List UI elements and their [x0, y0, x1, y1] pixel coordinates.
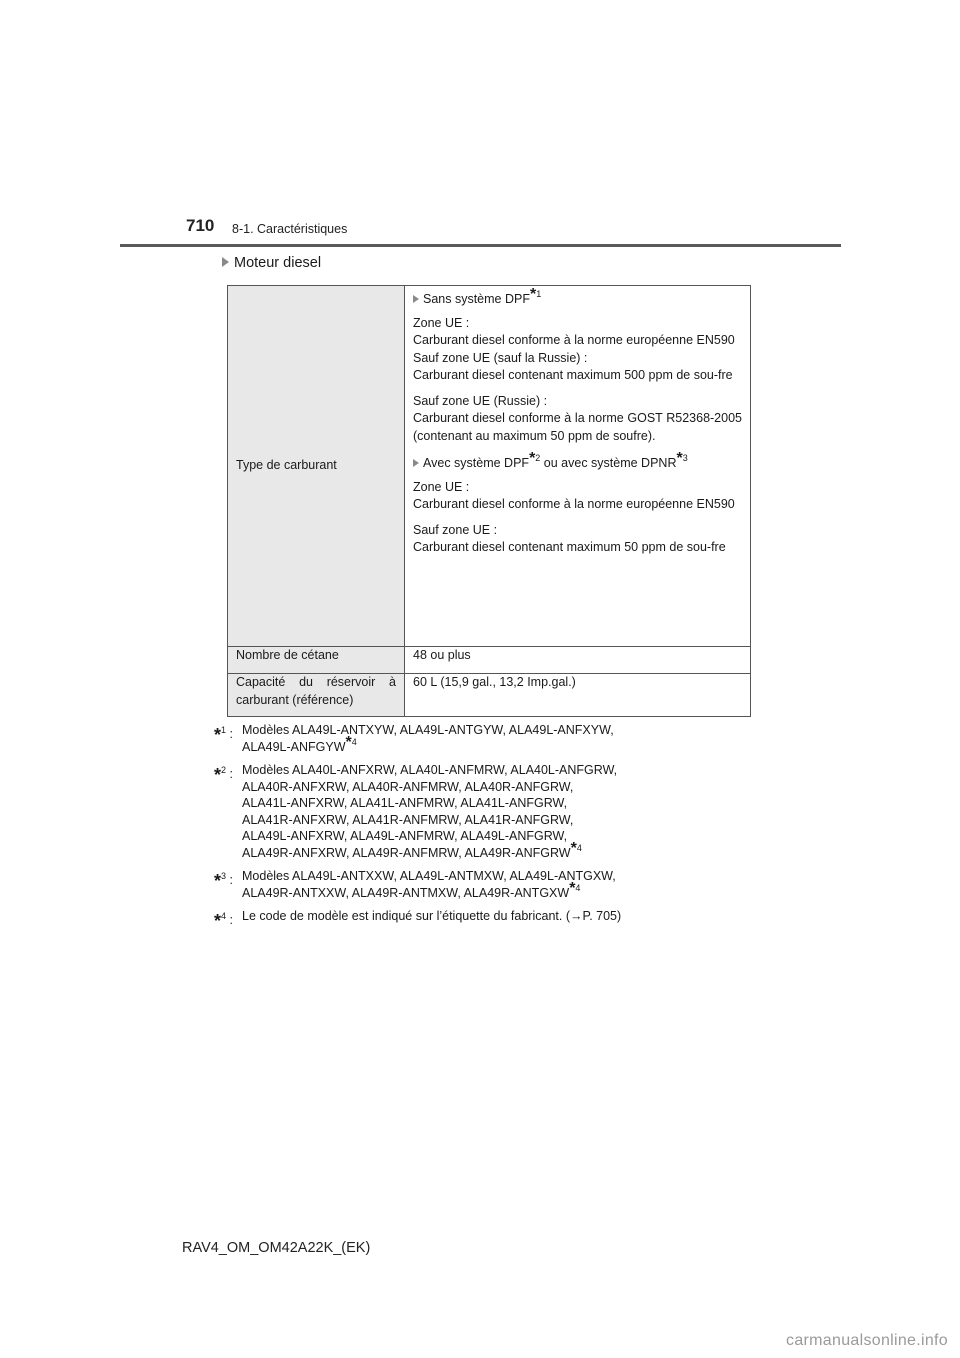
footnote-asterisk-icon: * [214, 911, 222, 931]
footnote-asterisk-icon: * [214, 765, 222, 785]
page-number: 710 [186, 216, 215, 235]
footnote-number: 4 [221, 911, 227, 921]
footnote-asterisk-icon: * [529, 286, 537, 303]
section-label: 8-1. Caractéristiques [232, 222, 348, 236]
fuel-spec-table [227, 285, 751, 717]
footnote-marker: *$^4$ : [214, 911, 233, 931]
capacity-value: 60 L (15,9 gal., 13,2 Imp.gal.) [405, 674, 751, 717]
footnote-number: 1 [221, 725, 227, 735]
footnote-number: 2 [221, 765, 227, 775]
footnote-ref: 4 [575, 882, 581, 893]
zone-text: Carburant diesel contenant maximum 500 ppm de sou-fre [413, 368, 733, 382]
table-row [228, 674, 751, 717]
footnote-line: Le code de modèle est indiqué sur l’étiquette du fabricant. (→P. 705) [242, 909, 622, 923]
footnote-text [242, 868, 754, 901]
zone-label: Sauf zone UE (sauf la Russie) : [413, 350, 588, 365]
footnote-ref: 1 [536, 289, 542, 299]
footnote-asterisk-icon: * [570, 839, 577, 857]
header-rule [120, 244, 841, 247]
footnote-text [242, 722, 754, 755]
subheading-text: Sans système DPF [423, 292, 530, 306]
footnote-marker: *$^1$ : [214, 725, 233, 745]
footnote [214, 868, 754, 901]
footnote-ref: 4 [576, 842, 582, 853]
footnote-line: ALA49L-ANFXRW, ALA49L-ANFMRW, ALA49L-ANFGRW, [242, 829, 568, 843]
subheading-text: ou avec système DPNR [540, 456, 677, 470]
footnote [214, 722, 754, 755]
zone-text: Carburant diesel conforme à la norme GOST R52368-2005 (contenant au maximum 50 ppm de soufre). [413, 411, 742, 443]
footnote [214, 908, 754, 930]
zone-text: Carburant diesel conforme à la norme européenne EN590 [413, 497, 735, 511]
footnote-line: Modèles ALA40L-ANFXRW, ALA40L-ANFMRW, ALA40L-ANFGRW, [242, 763, 618, 777]
document-code: RAV4_OM_OM42A22K_(EK) [182, 1240, 371, 1256]
footnote-asterisk-icon: * [676, 450, 683, 467]
footnote-ref: 3 [682, 453, 688, 463]
footnote-line: ALA49L-ANFGYW$^{*4}$ [242, 733, 357, 754]
footnote-text [242, 762, 754, 861]
footnote [214, 762, 754, 861]
zone-text: Carburant diesel contenant maximum 50 ppm de sou-fre [413, 540, 726, 554]
zone-label: Sauf zone UE (Russie) : [413, 393, 548, 408]
footnote-number: 3 [221, 871, 227, 881]
footnote-line: ALA41L-ANFXRW, ALA41L-ANFMRW, ALA41L-ANFGRW, [242, 796, 568, 810]
footnote-asterisk-icon: * [345, 733, 352, 751]
footnote-asterisk-icon: * [569, 879, 576, 897]
footnote-text [242, 908, 754, 930]
footnote-ref: 2 [535, 453, 541, 463]
footnote-line: ALA40R-ANFXRW, ALA40R-ANFMRW, ALA40R-ANFGRW, [242, 779, 574, 794]
cetane-label: Nombre de cétane [228, 647, 405, 674]
zone-label: Sauf zone UE : [413, 522, 498, 537]
footnote-line: ALA49R-ANFXRW, ALA49R-ANFMRW, ALA49R-ANFGRW$^{*4}$ [242, 839, 582, 860]
triangle-bullet-icon [413, 459, 419, 467]
capacity-label: Capacité du réservoir à carburant (référence) [228, 674, 405, 717]
footnotes [214, 722, 754, 937]
subheading-text: Avec système DPF [423, 456, 530, 470]
fuel-type-label: Type de carburant [228, 286, 405, 647]
footnote-asterisk-icon: * [529, 450, 536, 467]
footnote-line: Modèles ALA49L-ANTXXW, ALA49L-ANTMXW, ALA49L-ANTGXW, [242, 869, 616, 883]
zone-label: Zone UE : [413, 315, 470, 330]
zone-text: Carburant diesel conforme à la norme européenne EN590 [413, 333, 735, 347]
table-row [228, 286, 751, 647]
non-eu-paragraph-2 [413, 522, 742, 557]
cetane-value: 48 ou plus [405, 647, 751, 674]
subheading-with-dpf [413, 450, 742, 473]
footnote-line: ALA49R-ANTXXW, ALA49R-ANTMXW, ALA49R-ANTGXW$^{*4}$ [242, 879, 581, 900]
fuel-type-value [405, 286, 751, 647]
section-heading [222, 255, 321, 271]
footnote-marker: *$^2$ : [214, 765, 233, 785]
subheading-without-dpf [413, 286, 742, 309]
footnote-line: Modèles ALA49L-ANTXYW, ALA49L-ANTGYW, ALA49L-ANFXYW, [242, 723, 614, 737]
eu-zone-paragraph [413, 315, 742, 385]
heading-text: Moteur diesel [234, 255, 322, 271]
footnote-line: ALA41R-ANFXRW, ALA41R-ANFMRW, ALA41R-ANFGRW, [242, 812, 574, 827]
footnote-ref: 4 [351, 736, 357, 747]
watermark-link[interactable]: carmanualsonline.info [786, 1332, 948, 1349]
eu-zone-paragraph-2 [413, 479, 742, 514]
zone-label: Zone UE : [413, 479, 470, 494]
footnote-marker: *$^3$ : [214, 871, 233, 891]
triangle-bullet-icon [222, 257, 229, 267]
russia-paragraph [413, 393, 742, 446]
footnote-asterisk-icon: * [214, 725, 222, 745]
footnote-asterisk-icon: * [214, 871, 222, 891]
table-row [228, 647, 751, 674]
triangle-bullet-icon [413, 295, 419, 303]
